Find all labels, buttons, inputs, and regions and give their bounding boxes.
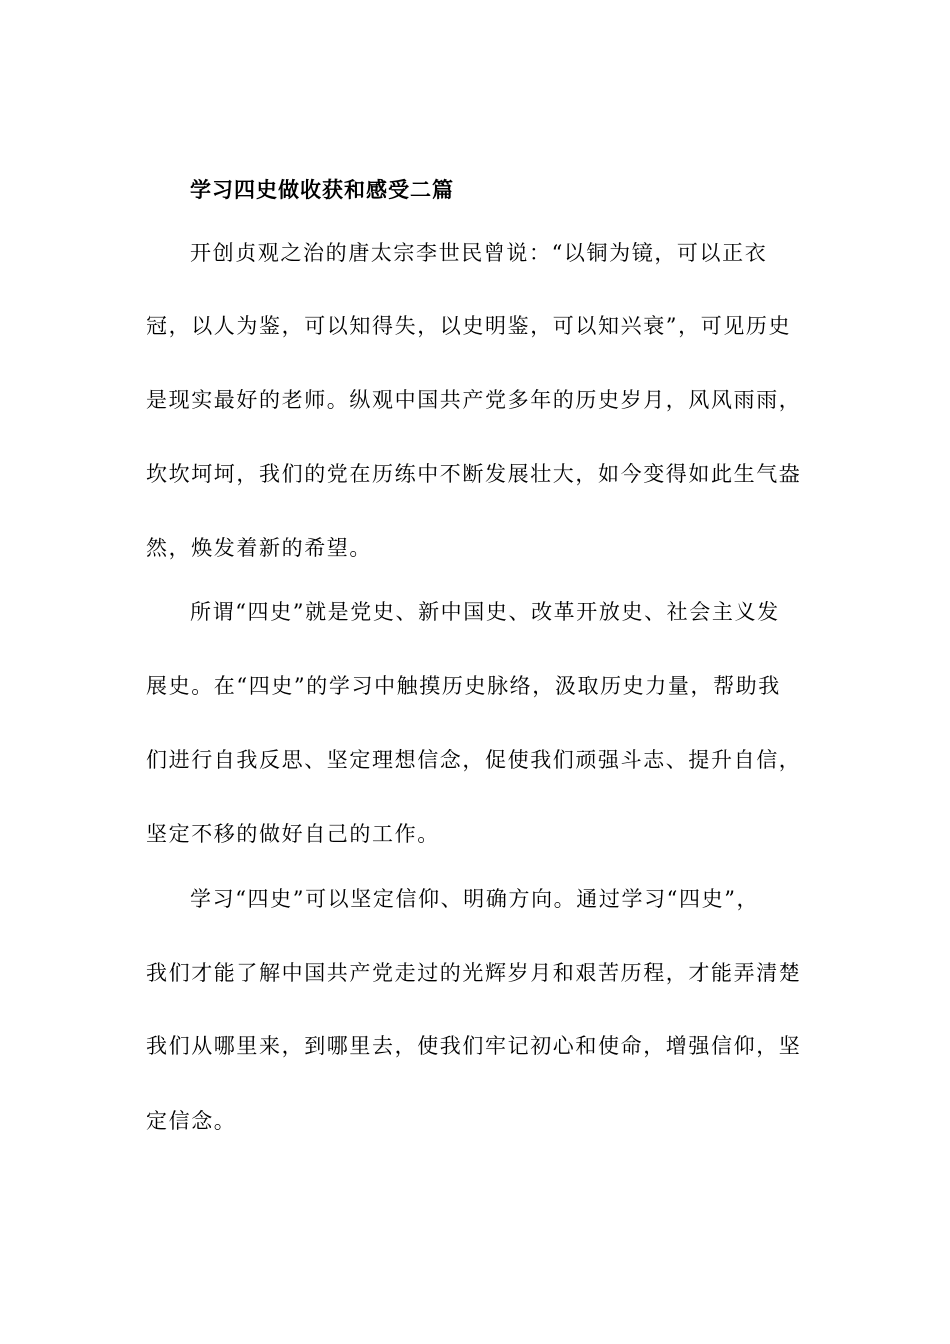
paragraph-1-line-4: 坎坎坷坷，我们的党在历练中不断发展壮大，如今变得如此生气盎 [146,462,802,486]
paragraph-1-line-5: 然，焕发着新的希望。 [146,536,372,560]
paragraph-1-line-2: 冠，以人为鉴，可以知得失，以史明鉴，可以知兴衰”，可见历史 [146,314,792,338]
paragraph-2-line-1: 所谓“四史”就是党史、新中国史、改革开放史、社会主义发 [190,600,780,624]
paragraph-1-line-1: 开创贞观之治的唐太宗李世民曾说：“以铜为镜，可以正衣 [190,241,768,265]
paragraph-3-line-2: 我们才能了解中国共产党走过的光辉岁月和艰苦历程，才能弄清楚 [146,961,802,985]
paragraph-2-line-2: 展史。在“四史”的学习中触摸历史脉络，汲取历史力量，帮助我 [146,674,781,698]
document-title: 学习四史做收获和感受二篇 [190,177,454,202]
paragraph-3-line-3: 我们从哪里来，到哪里去，使我们牢记初心和使命，增强信仰，坚 [146,1034,802,1058]
paragraph-2-line-3: 们进行自我反思、坚定理想信念，促使我们顽强斗志、提升自信， [146,748,802,772]
paragraph-1-line-3: 是现实最好的老师。纵观中国共产党多年的历史岁月，风风雨雨， [146,388,802,412]
paragraph-3-line-4: 定信念。 [146,1109,237,1133]
paragraph-2-line-4: 坚定不移的做好自己的工作。 [146,822,440,846]
paragraph-3-line-1: 学习“四史”可以坚定信仰、明确方向。通过学习“四史”， [190,887,760,911]
